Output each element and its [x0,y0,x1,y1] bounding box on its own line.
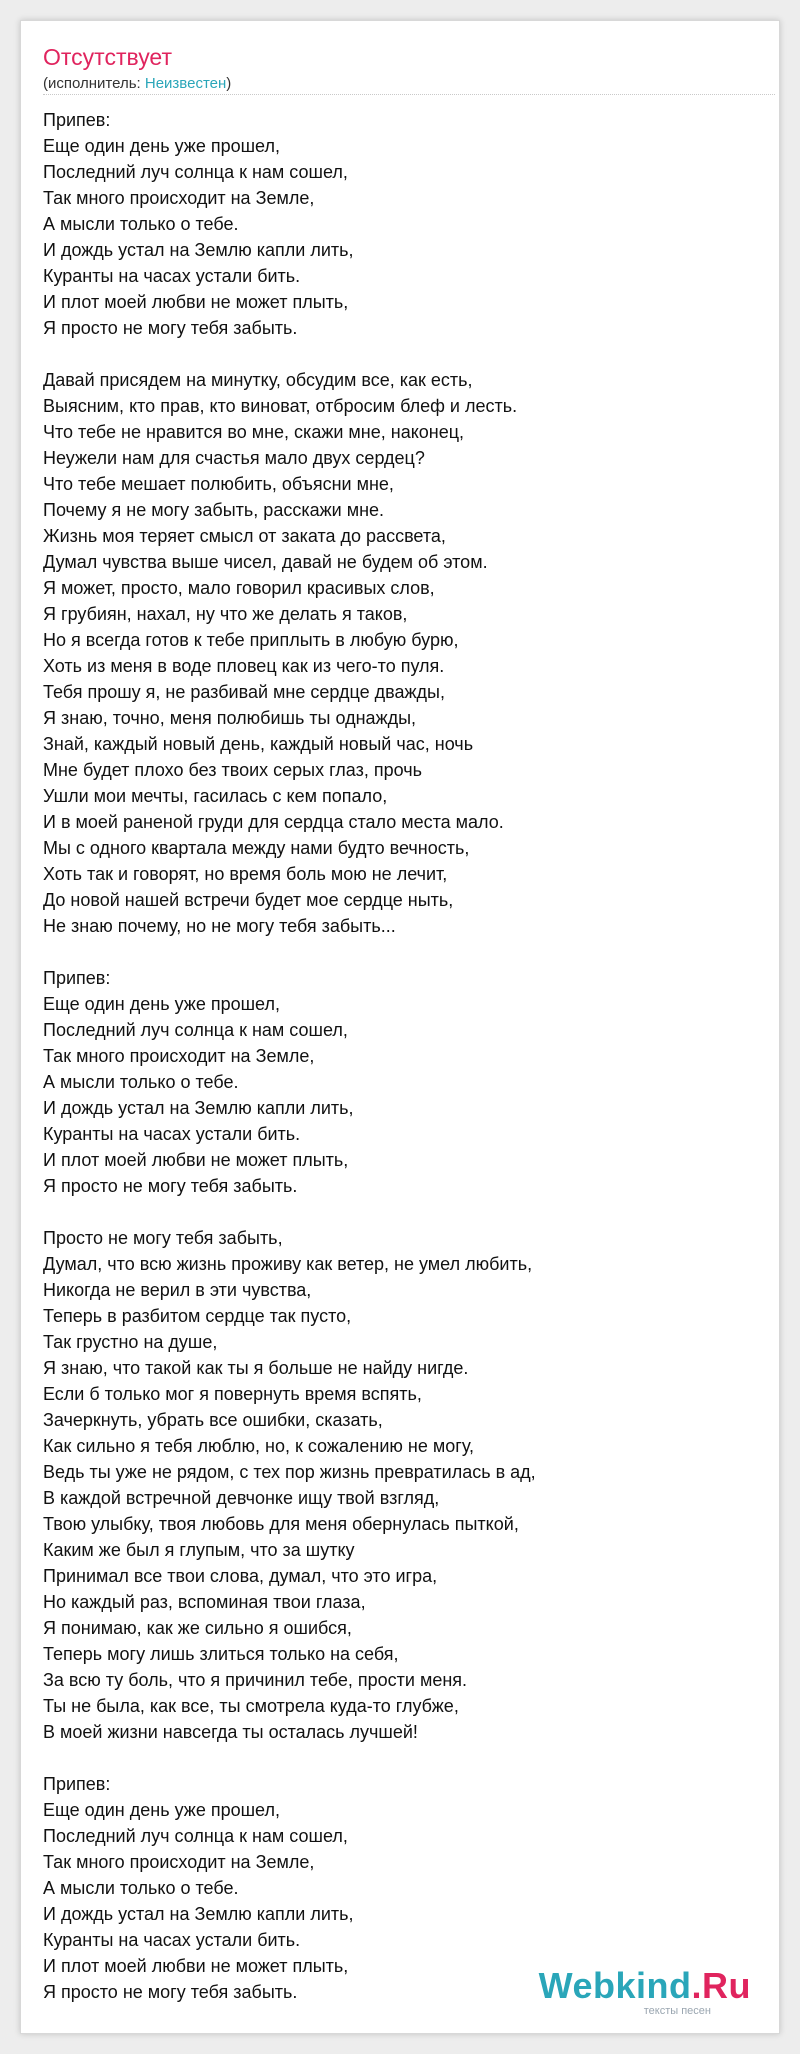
lyrics-line: Если б только мог я повернуть время вспять, [43,1384,422,1404]
lyrics-stanza [43,965,763,1199]
lyrics-line: Хоть из меня в воде пловец как из чего-то пуля. [43,656,445,676]
lyrics-line: Твою улыбку, твоя любовь для меня обернулась пыткой, [43,1514,519,1534]
lyrics-line: За всю ту боль, что я причинил тебе, прости меня. [43,1670,468,1690]
lyrics-line: Я знаю, точно, меня полюбишь ты однажды, [43,708,417,728]
lyrics-stanza [43,1225,763,1745]
lyrics-line: Никогда не верил в эти чувства, [43,1280,312,1300]
lyrics-line: В каждой встречной девчонке ищу твой взгляд, [43,1488,440,1508]
lyrics-line: Так грустно на душе, [43,1332,218,1352]
lyrics-line: А мысли только о тебе. [43,1878,239,1898]
lyrics-line: Но каждый раз, вспоминая твои глаза, [43,1592,366,1612]
lyrics-line: И плот моей любви не может плыть, [43,1150,349,1170]
lyrics-line: Так много происходит на Земле, [43,1046,315,1066]
site-logo-tld: .Ru [691,1965,751,2006]
lyrics-line: Я понимаю, как же сильно я ошибся, [43,1618,352,1638]
site-logo-name: Webkind [538,1965,692,2006]
header-divider [43,94,775,95]
lyrics-line: Припев: [43,1774,111,1794]
lyrics-line: Куранты на часах устали бить. [43,266,301,286]
lyrics-line: Я грубиян, нахал, ну что же делать я таков, [43,604,408,624]
lyrics-line: Думал, что всю жизнь проживу как ветер, не умел любить, [43,1254,533,1274]
lyrics-line: А мысли только о тебе. [43,1072,239,1092]
performer-line [43,74,231,94]
performer-link[interactable]: Неизвестен [144,75,227,92]
lyrics-line: Припев: [43,110,111,130]
lyrics-line: Еще один день уже прошел, [43,994,280,1014]
lyrics-line: И плот моей любви не может плыть, [43,292,349,312]
lyrics-stanza [43,367,763,939]
lyrics-line: В моей жизни навсегда ты осталась лучшей! [43,1722,418,1742]
lyrics-line: Зачеркнуть, убрать все ошибки, сказать, [43,1410,383,1430]
lyrics-line: Жизнь моя теряет смысл от заката до рассвета, [43,526,446,546]
site-logo-tagline: тексты песен [643,2005,711,2017]
lyrics-line: Но я всегда готов к тебе приплыть в любую бурю, [43,630,459,650]
lyrics-line: Теперь могу лишь злиться только на себя, [43,1644,399,1664]
lyrics-line: Давай присядем на минутку, обсудим все, как есть, [43,370,473,390]
site-logo-text [539,1967,751,2005]
lyrics-line: Не знаю почему, но не могу тебя забыть... [43,916,396,936]
lyrics-line: Припев: [43,968,111,988]
lyrics-line: Последний луч солнца к нам сошел, [43,162,348,182]
performer-suffix: ) [226,75,232,92]
lyrics-line: Принимал все твои слова, думал, что это игра, [43,1566,438,1586]
lyrics-line: И в моей раненой груди для сердца стало места мало. [43,812,504,832]
lyrics-line: А мысли только о тебе. [43,214,239,234]
lyrics-line: Что тебе мешает полюбить, объясни мне, [43,474,394,494]
lyrics-line: Знай, каждый новый день, каждый новый час, ночь [43,734,474,754]
lyrics-line: Последний луч солнца к нам сошел, [43,1826,348,1846]
lyrics-card [20,20,780,2034]
lyrics-line: Как сильно я тебя люблю, но, к сожалению не могу, [43,1436,475,1456]
lyrics-line: Каким же был я глупым, что за шутку [43,1540,355,1560]
performer-prefix: (исполнитель: [43,75,145,92]
lyrics-line: До новой нашей встречи будет мое сердце ныть, [43,890,454,910]
lyrics-body [43,107,763,2031]
lyrics-line: Просто не могу тебя забыть, [43,1228,283,1248]
lyrics-line: Так много происходит на Земле, [43,188,315,208]
lyrics-line: Мы с одного квартала между нами будто вечность, [43,838,470,858]
lyrics-line: Еще один день уже прошел, [43,136,280,156]
lyrics-line: И плот моей любви не может плыть, [43,1956,349,1976]
lyrics-line: Думал чувства выше чисел, давай не будем об этом. [43,552,488,572]
lyrics-line: И дождь устал на Землю капли лить, [43,1098,354,1118]
lyrics-line: Неужели нам для счастья мало двух сердец? [43,448,425,468]
lyrics-line: Хоть так и говорят, но время боль мою не лечит, [43,864,448,884]
lyrics-line: И дождь устал на Землю капли лить, [43,1904,354,1924]
lyrics-line: Почему я не могу забыть, расскажи мне. [43,500,385,520]
lyrics-line: Последний луч солнца к нам сошел, [43,1020,348,1040]
lyrics-line: И дождь устал на Землю капли лить, [43,240,354,260]
lyrics-line: Мне будет плохо без твоих серых глаз, прочь [43,760,422,780]
lyrics-line: Тебя прошу я, не разбивай мне сердце дважды, [43,682,445,702]
lyrics-line: Ведь ты уже не рядом, с тех пор жизнь превратилась в ад, [43,1462,536,1482]
lyrics-line: Ты не была, как все, ты смотрела куда-то глубже, [43,1696,459,1716]
lyrics-line: Что тебе не нравится во мне, скажи мне, наконец, [43,422,465,442]
lyrics-line: Куранты на часах устали бить. [43,1930,301,1950]
lyrics-line: Еще один день уже прошел, [43,1800,280,1820]
lyrics-line: Ушли мои мечты, гасилась с кем попало, [43,786,388,806]
lyrics-stanza [43,107,763,341]
lyrics-line: Я знаю, что такой как ты я больше не найду нигде. [43,1358,469,1378]
site-logo[interactable] [539,1967,751,2017]
lyrics-line: Куранты на часах устали бить. [43,1124,301,1144]
lyrics-line: Теперь в разбитом сердце так пусто, [43,1306,352,1326]
song-title: Отсутствует [43,44,172,70]
lyrics-line: Так много происходит на Земле, [43,1852,315,1872]
lyrics-line: Я просто не могу тебя забыть. [43,1982,298,2002]
lyrics-line: Я просто не могу тебя забыть. [43,1176,298,1196]
lyrics-line: Я просто не могу тебя забыть. [43,318,298,338]
lyrics-line: Выясним, кто прав, кто виноват, отбросим блеф и лесть. [43,396,518,416]
lyrics-line: Я может, просто, мало говорил красивых слов, [43,578,435,598]
